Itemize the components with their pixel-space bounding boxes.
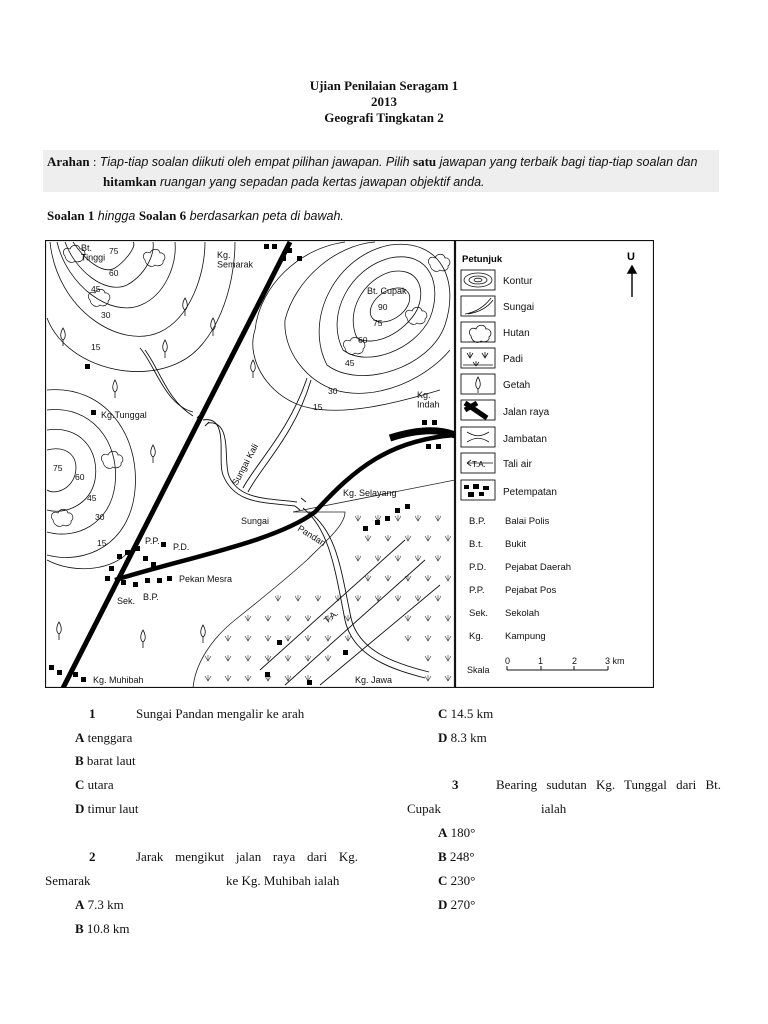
legend-item-jambatan: Jambatan: [503, 434, 547, 445]
abbrev-name: Bukit: [505, 539, 527, 550]
option-a[interactable]: A 7.3 km: [75, 897, 124, 912]
legend-title: Petunjuk: [462, 254, 503, 265]
question-stem-cont: Semarak: [45, 873, 91, 888]
option-b[interactable]: B 248°: [438, 849, 475, 864]
option-d[interactable]: D 8.3 km: [438, 730, 487, 745]
abbrev-name: Sekolah: [505, 608, 540, 619]
instructions-text-1: Tiap-tiap soalan diikuti oleh empat pilihan jawapan. Pilih: [99, 155, 414, 169]
question-stem-cont: ialah: [541, 801, 567, 816]
subheading: [47, 208, 344, 224]
canal-icon-label: T.A.: [472, 460, 486, 469]
instructions-box: [43, 150, 719, 192]
exam-year: 2013: [371, 94, 397, 109]
contour-label: 30: [101, 310, 111, 320]
label-bt: Bt. Tinggi: [81, 243, 106, 263]
scale-label: Skala: [467, 665, 490, 675]
label-kg-muhibah: Kg. Muhibah: [93, 675, 144, 685]
contour-label: 15: [97, 538, 107, 548]
label-pp: P.P.: [145, 536, 160, 546]
instructions-bold-2: hitamkan: [103, 174, 157, 189]
contour-label: 15: [91, 342, 101, 352]
label-sungai: Sungai: [241, 516, 270, 526]
label-kg-jawa: Kg. Jawa: [355, 675, 393, 685]
abbrev-code: P.D.: [469, 562, 487, 573]
scale-tick-label: 1: [538, 656, 544, 666]
map-legend: [455, 240, 654, 688]
abbrev-code: B.t.: [469, 539, 484, 550]
label-bt-cupak: Bt. Cupak: [367, 286, 407, 296]
contour-label: 45: [345, 358, 355, 368]
abbrev-code: Sek.: [469, 608, 489, 619]
label-sungai-kali: Sungai Kali: [229, 442, 261, 487]
legend-item-getah: Getah: [503, 380, 531, 391]
label-sek: Sek.: [117, 596, 136, 606]
exam-subject: Geografi Tingkatan 2: [324, 110, 444, 125]
contour-label: 30: [328, 386, 338, 396]
contour-label: 75: [109, 246, 119, 256]
subheading-text-2: berdasarkan peta di bawah.: [186, 209, 344, 223]
option-d[interactable]: D 270°: [438, 897, 476, 912]
question-stem: Sungai Pandan mengalir ke arah: [136, 706, 305, 721]
instructions-label: Arahan: [47, 154, 90, 169]
contour-label: 30: [95, 512, 105, 522]
option-c[interactable]: C utara: [75, 777, 114, 792]
question-stem: Bearing sudutan Kg. Tunggal dari Bt.: [496, 777, 721, 792]
contour-label: 75: [373, 318, 383, 328]
label-pd: P.D.: [173, 542, 190, 552]
legend-item-jalan-raya: Jalan raya: [503, 407, 550, 418]
legend-item-sungai: Sungai: [503, 302, 535, 313]
option-a[interactable]: A tenggara: [75, 730, 133, 745]
abbrev-code: P.P.: [469, 585, 485, 596]
question-number: 3: [452, 777, 459, 792]
legend-item-kontur: Kontur: [503, 276, 533, 287]
label-kg-indah: Kg. Indah: [417, 390, 440, 410]
instructions-sep: :: [89, 154, 100, 169]
contour-label: 75: [53, 463, 63, 473]
question-stem-cont: ke Kg. Muhibah ialah: [226, 873, 340, 888]
abbrev-name: Balai Polis: [505, 516, 550, 527]
exam-header: [0, 78, 768, 126]
contour-label: 15: [313, 402, 323, 412]
question-stem: Jarak mengikut jalan raya dari Kg.: [136, 849, 358, 864]
option-c[interactable]: C 14.5 km: [438, 706, 494, 721]
legend-item-hutan: Hutan: [503, 328, 530, 339]
subheading-bold-2: Soalan 6: [138, 208, 187, 223]
subheading-bold-1: Soalan 1: [47, 208, 95, 223]
contour-label: 60: [75, 472, 85, 482]
abbrev-name: Pejabat Daerah: [505, 562, 572, 573]
option-a[interactable]: A 180°: [438, 825, 476, 840]
instructions-text-2: jawapan yang terbaik bagi tiap-tiap soalan dan: [436, 155, 698, 169]
option-b[interactable]: B barat laut: [75, 753, 136, 768]
label-pandan: Pandan: [295, 523, 328, 549]
contour-label: 60: [109, 268, 119, 278]
legend-item-tali-air: Tali air: [503, 459, 532, 470]
label-pekan-mesra: Pekan Mesra: [179, 574, 233, 584]
option-d[interactable]: D timur laut: [75, 801, 139, 816]
exam-title: Ujian Penilaian Seragam 1: [309, 78, 459, 93]
label-kg-tunggal: Kg.Tunggal: [101, 410, 147, 420]
label-ta: T.A.: [321, 607, 341, 626]
scale-tick-label: 0: [505, 656, 511, 666]
option-b[interactable]: B 10.8 km: [75, 921, 130, 936]
scale-tick-label: 3 km: [605, 656, 625, 666]
topographic-map: [45, 240, 455, 688]
abbrev-name: Pejabat Pos: [505, 585, 557, 596]
legend-item-padi: Padi: [503, 354, 524, 365]
scale-tick-label: 2: [572, 656, 578, 666]
abbrev-code: B.P.: [469, 516, 486, 527]
instructions-bold-1: satu: [413, 154, 437, 169]
contour-label: 60: [358, 335, 368, 345]
question-stem-cont: Cupak: [407, 801, 441, 816]
question-number: 2: [89, 849, 96, 864]
instructions-text-3: ruangan yang sepadan pada kertas jawapan objektif anda.: [156, 175, 485, 189]
label-kg-selayang: Kg. Selayang: [343, 488, 397, 498]
contour-label: 45: [87, 493, 97, 503]
question-number: 1: [89, 706, 96, 721]
legend-item-petempatan: Petempatan: [503, 487, 557, 498]
label-bp: B.P.: [143, 592, 159, 602]
option-c[interactable]: C 230°: [438, 873, 476, 888]
abbrev-code: Kg.: [469, 631, 484, 642]
abbrev-name: Kampung: [505, 631, 546, 642]
contour-label: 90: [378, 302, 388, 312]
subheading-text-1: hingga: [94, 209, 139, 223]
north-label: U: [627, 251, 635, 263]
contour-label: 45: [91, 284, 101, 294]
label-kg-semarak: Kg. Semarak: [217, 250, 254, 270]
